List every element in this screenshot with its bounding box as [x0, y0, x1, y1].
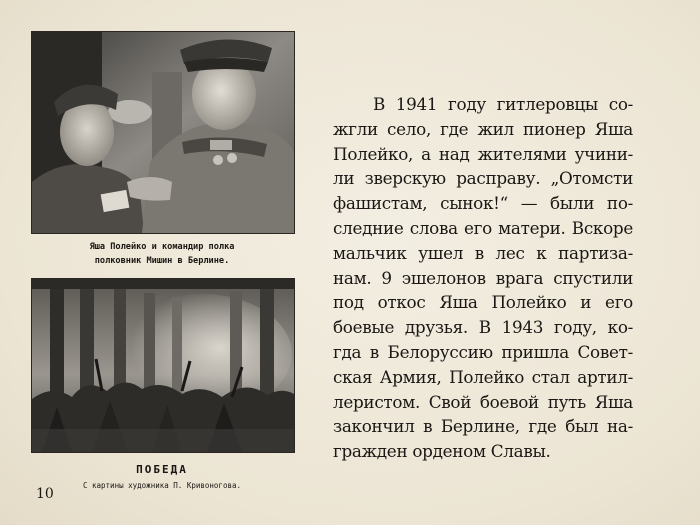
story-line: гда в Белоруссию пришла Совет- — [333, 341, 633, 362]
story-line: леристом. Свой боевой путь Яша — [333, 391, 633, 412]
story-line: закончил в Берлине, где был на- — [333, 416, 633, 437]
story-line: боевые друзья. В 1943 году, ко- — [333, 317, 633, 338]
painting-title: ПОБЕДА — [136, 463, 188, 476]
page-number: 10 — [36, 486, 54, 502]
story-line: следние слова его матери. Вскоре — [333, 217, 633, 238]
painting-victory — [31, 278, 295, 453]
painting-attribution: С картины художника П. Кривоногова. — [82, 481, 242, 490]
photo-boy-and-colonel-image — [32, 32, 294, 233]
story-paragraph — [333, 92, 633, 464]
photo-top-caption — [31, 240, 293, 268]
story-line: под откос Яша Полейко и его — [333, 292, 633, 313]
story-line: фашистам, сынок!“ — были по- — [333, 193, 633, 214]
story-line: нам. 9 эшелонов врага спустили — [333, 267, 633, 288]
story-line: ли зверскую расправу. „Отомсти — [333, 168, 633, 189]
story-line: В 1941 году гитлеровцы со- — [373, 94, 633, 114]
story-line: мальчик ушел в лес к партиза- — [333, 242, 633, 263]
story-line: жгли село, где жил пионер Яша — [333, 118, 633, 139]
story-line: ская Армия, Полейко стал артил- — [333, 366, 633, 387]
photo-boy-and-colonel — [31, 31, 295, 234]
photo-top-caption-line2: полковник Мишин в Берлине. — [94, 256, 230, 266]
painting-victory-image — [32, 279, 294, 452]
story-line: Полейко, а над жителями учини- — [333, 143, 633, 164]
story-line: гражден орденом Славы. — [333, 441, 551, 462]
photo-top-caption-line1: Яша Полейко и командир полка — [89, 242, 235, 252]
